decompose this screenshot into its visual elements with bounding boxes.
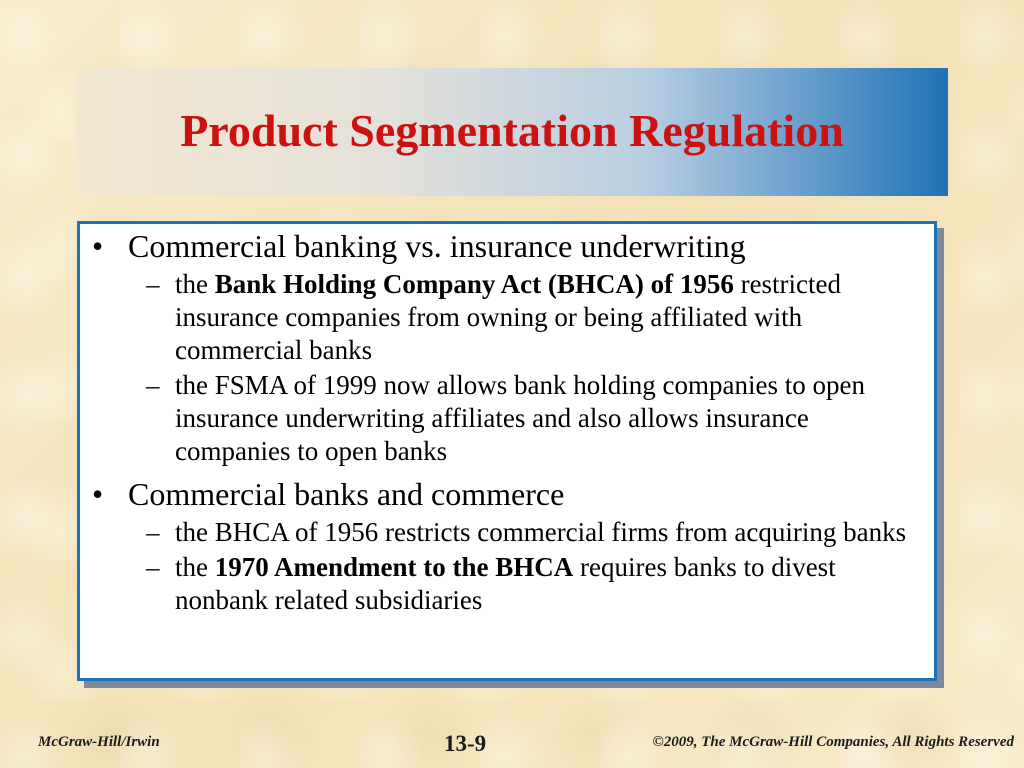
- sub-bullet-pre: the: [175, 552, 215, 582]
- bullet-text: Commercial banking vs. insurance underwriting: [128, 228, 746, 264]
- content-box: [77, 221, 937, 681]
- footer-publisher: McGraw-Hill/Irwin: [38, 734, 160, 750]
- sub-bullet-pre: the: [175, 269, 215, 299]
- footer-copyright: ©2009, The McGraw-Hill Companies, All Rights Reserved: [652, 734, 1014, 750]
- slide-title: Product Segmentation Regulation: [180, 104, 844, 156]
- sub-bullet-item: [90, 268, 920, 367]
- sub-bullet-bold: Bank Holding Company Act (BHCA) of 1956: [214, 269, 734, 299]
- dash-symbol: –: [146, 269, 160, 299]
- sub-bullet-text: [135, 551, 920, 617]
- title-banner: [76, 68, 948, 196]
- bullet-symbol: •: [92, 476, 104, 512]
- sub-bullet-pre: the BHCA of 1956 restricts commercial firms from acquiring banks: [175, 517, 907, 547]
- sub-bullet-text: [135, 369, 920, 468]
- sub-bullet-post: restricted insurance companies from owning or being affiliated with commercial banks: [175, 269, 842, 365]
- bullet-item-2: [90, 476, 920, 617]
- slide-number: 13-9: [444, 731, 487, 756]
- sub-bullet-post: requires banks to divest nonbank related subsidiaries: [175, 552, 836, 615]
- bullet-symbol: •: [92, 228, 104, 264]
- dash-symbol: –: [146, 517, 160, 547]
- sub-bullet-item: [90, 516, 920, 549]
- sub-bullet-list: [128, 268, 920, 468]
- dash-symbol: –: [146, 370, 160, 400]
- sub-bullet-item: [90, 551, 920, 617]
- bullet-list: [90, 228, 920, 617]
- sub-bullet-bold: 1970 Amendment to the BHCA: [214, 552, 574, 582]
- sub-bullet-item: [90, 369, 920, 468]
- sub-bullet-text: [135, 516, 920, 549]
- sub-bullet-list: [128, 516, 920, 617]
- bullet-item-1: [90, 228, 920, 468]
- bullet-text: Commercial banks and commerce: [128, 476, 565, 512]
- sub-bullet-pre: the FSMA of 1999 now allows bank holding companies to open insurance underwriting affiliates and also allows insurance companies to open banks: [175, 370, 865, 466]
- dash-symbol: –: [146, 552, 160, 582]
- sub-bullet-text: [135, 268, 920, 367]
